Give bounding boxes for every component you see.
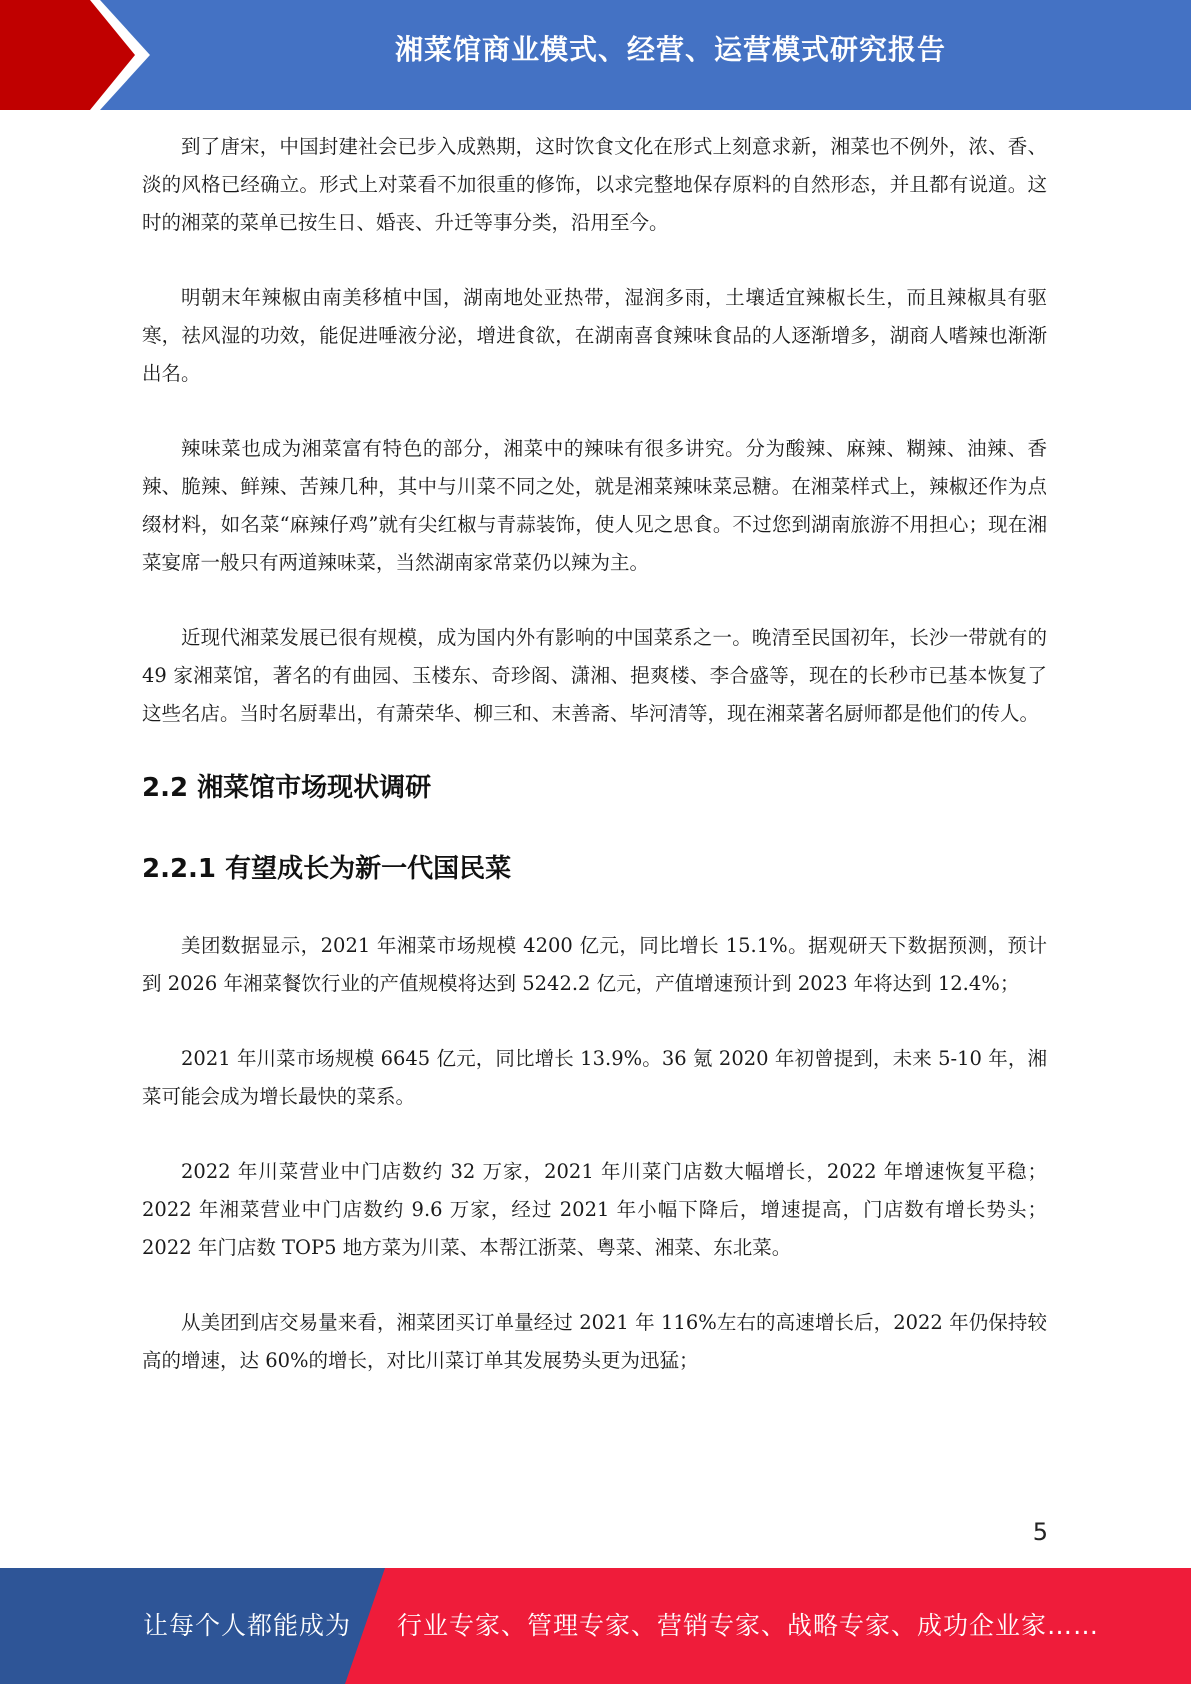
paragraph-spicy-dishes: 辣味菜也成为湘菜富有特色的部分，湘菜中的辣味有很多讲究。分为酸辣、麻辣、糊辣、油辣、香辣、脆辣、鲜辣、苦辣几种，其中与川菜不同之处，就是湘菜辣味菜忌糖。在湘菜样式上，辣椒还作为点缀材料，如名菜“麻辣仔鸡”就有尖红椒与青蒜装饰，使人见之思食。不过您到湖南旅游不用担心；现在湘菜宴席一般只有两道辣味菜，当然湖南家常菜仍以辣为主。 [142,437,1047,574]
paragraph-store-count: 2022 年川菜营业中门店数约 32 万家，2021 年川菜门店数大幅增长，2022 年增速恢复平稳；2022 年湘菜营业中门店数约 9.6 万家，经过 2021 年小幅下降后，增速提高，门店数有增长势头；2022 年门店数 TOP5 地方菜为川菜、本帮江浙菜、粤菜、湘菜、东北菜。 [142,1160,1047,1259]
document-body [142,128,1047,1417]
header-chevron-decoration [0,0,160,110]
paragraph-sichuan-market: 2021 年川菜市场规模 6645 亿元，同比增长 13.9%。36 氪 2020 年初曾提到，未来 5-10 年，湘菜可能会成为增长最快的菜系。 [142,1047,1047,1108]
page-header [0,0,1191,110]
section-heading-2-2-1: 2.2.1 有望成长为新一代国民菜 [142,854,512,884]
paragraph-ming-chili: 明朝末年辣椒由南美移植中国，湖南地处亚热带，湿润多雨，土壤适宜辣椒长生，而且辣椒具有驱寒，祛风湿的功效，能促进唾液分泌，增进食欲，在湖南喜食辣味食品的人逐渐增多，湖商人嗜辣也渐渐出名。 [142,286,1047,385]
paragraph-market-size: 美团数据显示，2021 年湘菜市场规模 4200 亿元，同比增长 15.1%。据观研天下数据预测，预计到 2026 年湘菜餐饮行业的产值规模将达到 5242.2 亿元，产值增速预计到 2023 年将达到 12.4%； [142,934,1047,995]
footer-slogan-right: 行业专家、管理专家、营销专家、战略专家、成功企业家…… [397,1611,1100,1640]
paragraph-modern-development: 近现代湘菜发展已很有规模，成为国内外有影响的中国菜系之一。晚清至民国初年，长沙一带就有的 49 家湘菜馆，著名的有曲园、玉楼东、奇珍阁、潇湘、挹爽楼、李合盛等，现在的长秒市已基本恢复了这些名店。当时名厨辈出，有萧荣华、柳三和、末善斋、毕河清等，现在湘菜著名厨师都是他们的传人。 [142,626,1047,725]
paragraph-tang-song: 到了唐宋，中国封建社会已步入成熟期，这时饮食文化在形式上刻意求新，湘菜也不例外，浓、香、淡的风格已经确立。形式上对菜看不加很重的修饰，以求完整地保存原料的自然形态，并且都有说道。这时的湘菜的菜单已按生日、婚丧、升迁等事分类，沿用至今。 [142,135,1047,234]
section-heading-2-2: 2.2 湘菜馆市场现状调研 [142,773,432,803]
footer-slogan-left: 让每个人都能成为 [143,1611,352,1640]
page-footer [0,1568,1191,1684]
page-number: 5 [1032,1518,1048,1546]
paragraph-order-growth: 从美团到店交易量来看，湘菜团买订单量经过 2021 年 116%左右的高速增长后，2022 年仍保持较高的增速，达 60%的增长，对比川菜订单其发展势头更为迅猛； [142,1311,1047,1372]
report-title: 湘菜馆商业模式、经营、运营模式研究报告 [394,33,946,66]
